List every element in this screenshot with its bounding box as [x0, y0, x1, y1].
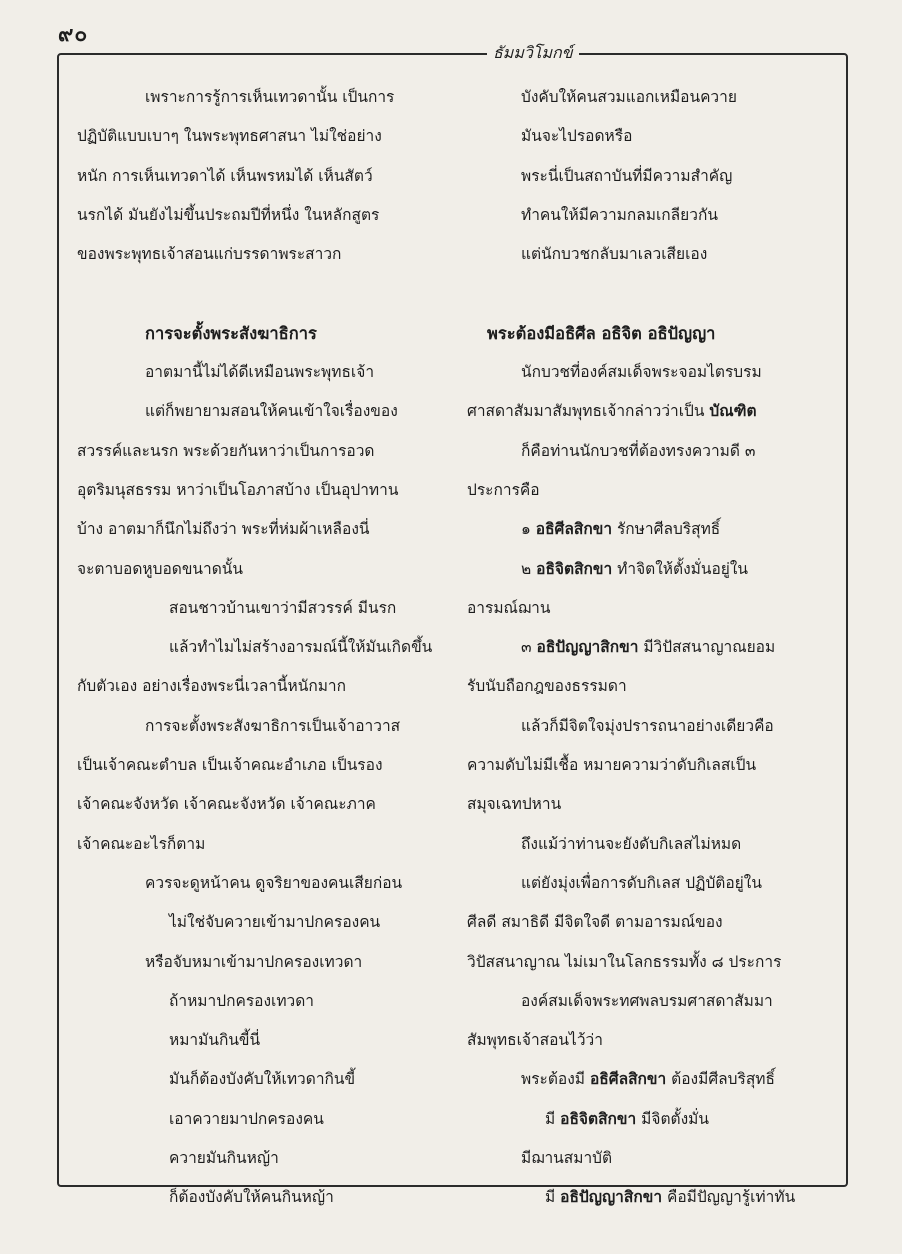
text-line: วิปัสสนาญาณ ไม่เมาในโลกธรรมทั้ง ๘ ประการ: [467, 952, 782, 971]
text-line: หนัก การเห็นเทวดาได้ เห็นพรหมได้ เห็นสัตว์: [77, 166, 373, 185]
bold-term: อธิปัญญาสิกขา: [560, 1188, 663, 1207]
text-line: [467, 1178, 827, 1217]
bold-term: อธิจิตสิกขา: [560, 1109, 637, 1128]
text-line: องค์สมเด็จพระทศพลบรมศาสดาสัมมา: [521, 991, 773, 1010]
section-heading: พระต้องมีอธิศีล อธิจิต อธิปัญญา: [487, 323, 716, 343]
text-fragment: มีจิตตั้งมั่น: [636, 1109, 709, 1128]
text-line: มันก็ต้องบังคับให้เทวดากินขี้: [169, 1070, 356, 1089]
text-line: [467, 550, 827, 589]
text-fragment: คือมีปัญญารู้เท่าทัน: [662, 1188, 796, 1207]
text-line: หมามันกินขี้นี่: [169, 1031, 261, 1050]
text-line: บ้าง อาตมาก็นึกไม่ถึงว่า พระที่ห่มผ้าเหลืองนี่: [77, 520, 370, 539]
left-column: [77, 78, 433, 1218]
text-fragment: ทำจิตให้ตั้งมั่นอยู่ใน: [612, 559, 749, 578]
bold-term: อธิศีลสิกขา: [589, 1070, 667, 1089]
text-line: ไม่ใช่จับควายเข้ามาปกครองคน: [169, 913, 381, 932]
text-line: เป็นเจ้าคณะตำบล เป็นเจ้าคณะอำเภอ เป็นรอง: [77, 756, 383, 775]
text-line: ทำคนให้มีความกลมเกลียวกัน: [521, 205, 718, 224]
text-fragment: ๒: [521, 559, 537, 578]
text-line: ถ้าหมาปกครองเทวดา: [169, 991, 315, 1010]
text-line: ของพระพุทธเจ้าสอนแก่บรรดาพระสาวก: [77, 245, 342, 264]
text-fragment: รักษาศีลบริสุทธิ์: [612, 520, 721, 539]
text-line: ควายมันกินหญ้า: [169, 1149, 279, 1168]
running-title: ธัมมวิโมกข์: [487, 41, 579, 66]
text-line: สัมพุทธเจ้าสอนไว้ว่า: [467, 1031, 603, 1050]
text-fragment: มีวิปัสสนาญาณยอม: [638, 638, 776, 657]
bold-term: อธิจิตสิกขา: [536, 559, 613, 578]
page-number: ๙๐: [58, 22, 89, 46]
text-line: ศีลดี สมาธิดี มีจิตใจดี ตามอารมณ์ของ: [467, 913, 723, 932]
text-line: มันจะไปรอดหรือ: [521, 127, 633, 146]
text-line: จะตาบอดหูบอดขนาดนั้น: [77, 559, 243, 578]
text-fragment: มี: [545, 1188, 561, 1207]
text-line: ก็คือท่านนักบวชที่ต้องทรงความดี ๓: [521, 441, 756, 460]
text-line: แล้วก็มีจิตใจมุ่งปรารถนาอย่างเดียวคือ: [521, 716, 774, 735]
text-line: [467, 392, 827, 431]
text-line: สมุจเฉทปหาน: [467, 795, 562, 814]
text-line: อารมณ์ฌาน: [467, 598, 551, 617]
text-line: [467, 274, 827, 313]
text-line: แล้วทำไมไม่สร้างอารมณ์นี้ให้มันเกิดขึ้น: [169, 638, 433, 657]
text-line: แต่ก็พยายามสอนให้คนเข้าใจเรื่องของ: [145, 402, 398, 421]
text-line: สวรรค์และนรก พระด้วยกันหาว่าเป็นการอวด: [77, 441, 375, 460]
text-line: [77, 274, 433, 313]
text-line: สอนชาวบ้านเขาว่ามีสวรรค์ มีนรก: [169, 598, 397, 617]
text-line: แต่นักบวชกลับมาเลวเสียเอง: [521, 245, 708, 264]
text-line: ก็ต้องบังคับให้คนกินหญ้า: [169, 1188, 334, 1207]
text-fragment: ๑: [521, 520, 536, 539]
text-line: ความดับไม่มีเชื้อ หมายความว่าดับกิเลสเป็น: [467, 756, 757, 775]
bold-term: อธิปัญญาสิกขา: [536, 638, 639, 657]
text-line: [467, 1060, 827, 1099]
bold-term: บัณฑิต: [709, 402, 757, 421]
text-line: บังคับให้คนสวมแอกเหมือนควาย: [521, 88, 737, 106]
text-line: มีฌานสมาบัติ: [521, 1149, 613, 1168]
text-line: เพราะการรู้การเห็นเทวดานั้น เป็นการ: [145, 88, 395, 106]
text-line: เจ้าคณะจังหวัด เจ้าคณะจังหวัด เจ้าคณะภาค: [77, 795, 376, 814]
text-line: กับตัวเอง อย่างเรื่องพระนี่เวลานี้หนักมาก: [77, 677, 347, 696]
text-fragment: มี: [545, 1109, 561, 1128]
text-line: ประการคือ: [467, 480, 540, 499]
text-line: [467, 628, 827, 667]
text-fragment: ศาสดาสัมมาสัมพุทธเจ้ากล่าวว่าเป็น: [467, 402, 710, 421]
text-line: พระนี่เป็นสถาบันที่มีความสำคัญ: [521, 166, 733, 185]
text-line: ถึงแม้ว่าท่านจะยังดับกิเลสไม่หมด: [521, 834, 742, 853]
text-line: เจ้าคณะอะไรก็ตาม: [77, 834, 206, 853]
text-line: อาตมานี้ไม่ได้ดีเหมือนพระพุทธเจ้า: [145, 363, 375, 382]
section-heading: การจะตั้งพระสังฆาธิการ: [145, 323, 317, 343]
text-line: อุตริมนุสธรรม หาว่าเป็นโอภาสบ้าง เป็นอุปาทาน: [77, 480, 399, 499]
text-line: เอาควายมาปกครองคน: [169, 1109, 324, 1128]
text-line: รับนับถือกฎของธรรมดา: [467, 677, 627, 696]
text-fragment: พระต้องมี: [521, 1070, 590, 1089]
text-fragment: ต้องมีศีลบริสุทธิ์: [666, 1070, 775, 1089]
text-line: ปฏิบัติแบบเบาๆ ในพระพุทธศาสนา ไม่ใช่อย่าง: [77, 127, 382, 146]
text-line: การจะตั้งพระสังฆาธิการเป็นเจ้าอาวาส: [145, 716, 401, 735]
text-fragment: ๓: [521, 638, 537, 657]
right-column: [467, 78, 827, 1218]
text-line: ควรจะดูหน้าคน ดูจริยาของคนเสียก่อน: [145, 873, 403, 892]
text-line: หรือจับหมาเข้ามาปกครองเทวดา: [145, 952, 363, 971]
text-line: นักบวชที่องค์สมเด็จพระจอมไตรบรม: [521, 363, 762, 382]
text-line: แต่ยังมุ่งเพื่อการดับกิเลส ปฏิบัติอยู่ใน: [521, 873, 762, 892]
text-line: [467, 1100, 827, 1139]
text-line: นรกได้ มันยังไม่ขึ้นประถมปีที่หนึ่ง ในหลักสูตร: [77, 205, 380, 224]
bold-term: อธิศีลสิกขา: [535, 520, 613, 539]
text-line: [467, 510, 827, 549]
